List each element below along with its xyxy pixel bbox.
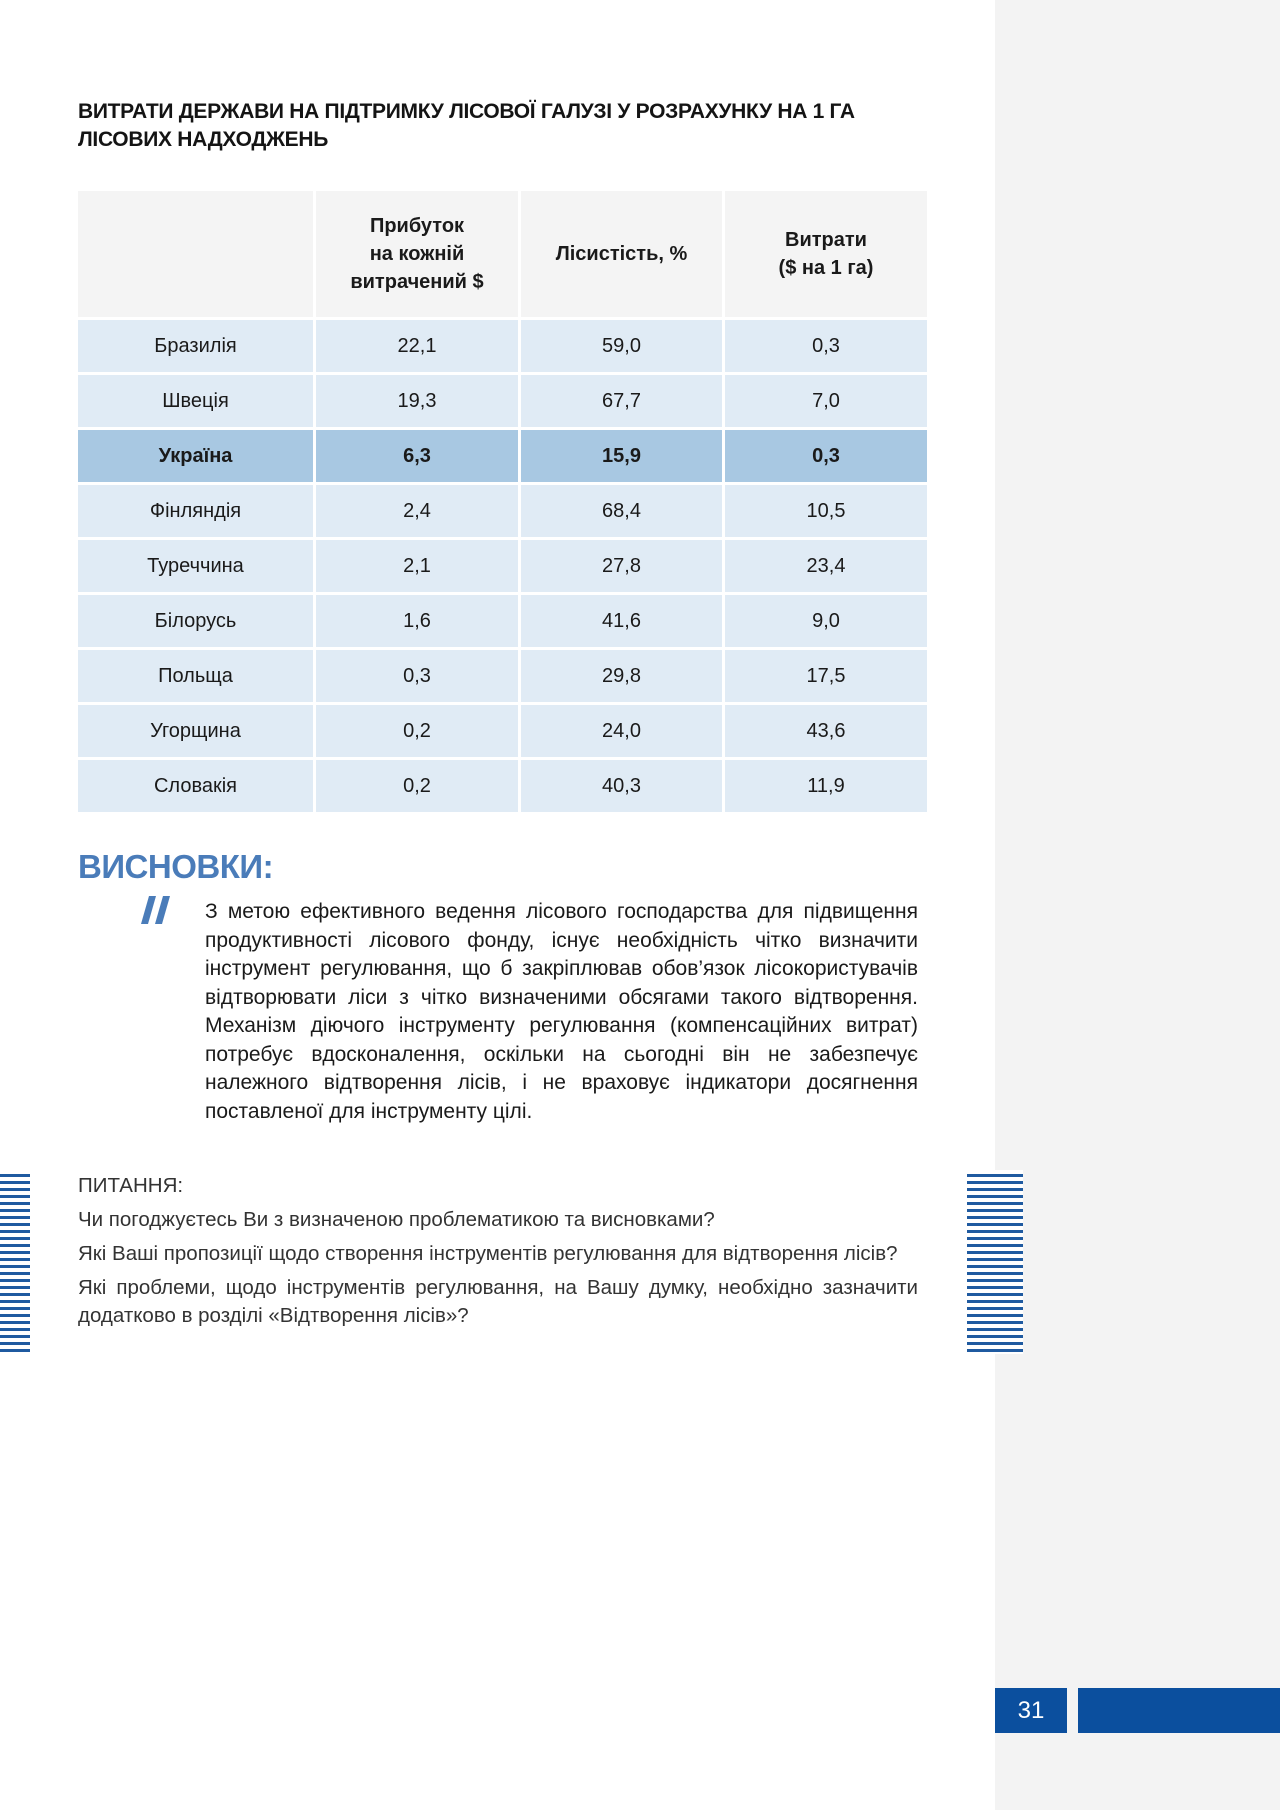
quote-slashes-icon: [140, 896, 174, 926]
table-row: [78, 430, 927, 482]
question-item: Які проблеми, щодо інструментів регулювання, на Вашу думку, необхідно зазначити додатково в розділі «Відтворення лісів»?: [78, 1276, 918, 1327]
conclusion-paragraph: З метою ефективного ведення лісового господарства для підвищення продуктивності лісового фонду, існує необхідність чітко визначити інструмент регулювання, що б закріплював обов’язок лісокористувачів відтворювати ліси з чітко визначеними обсягами такого відтворення. Механізм діючого інструменту регулювання (компенсаційних витрат) потребує вдосконалення, оскільки на сьогодні він не забезпечує належного відтворення лісів, і не враховує індикатори досягнення поставленої для інструменту цілі.: [205, 900, 918, 1123]
table-row: [78, 485, 927, 537]
cell-forest-cover: 15,9: [521, 430, 722, 482]
cell-forest-cover: 27,8: [521, 540, 722, 592]
table-row: [78, 760, 927, 812]
question-item: Чи погоджуєтесь Ви з визначеною проблематикою та висновками?: [78, 1208, 715, 1231]
table-row: [78, 375, 927, 427]
cell-profit: 22,1: [316, 320, 518, 372]
table-row: [78, 705, 927, 757]
cell-profit: 6,3: [316, 430, 518, 482]
cell-forest-cover: 41,6: [521, 595, 722, 647]
cell-forest-cover: 59,0: [521, 320, 722, 372]
cell-forest-cover: 29,8: [521, 650, 722, 702]
cell-profit: 2,4: [316, 485, 518, 537]
cell-forest-cover: 24,0: [521, 705, 722, 757]
table-body: [78, 320, 927, 812]
questions-section: [78, 1172, 918, 1336]
cell-cost: 23,4: [725, 540, 927, 592]
header-cell-forest-cover: Лісистість, %: [521, 191, 722, 317]
cell-country: Швеція: [78, 375, 313, 427]
forestry-spending-table: [75, 188, 930, 815]
cell-profit: 2,1: [316, 540, 518, 592]
cell-country: Білорусь: [78, 595, 313, 647]
cell-cost: 0,3: [725, 430, 927, 482]
questions-label: ПИТАННЯ:: [78, 1174, 184, 1197]
cell-country: Фінляндія: [78, 485, 313, 537]
cell-country: Словакія: [78, 760, 313, 812]
cell-cost: 0,3: [725, 320, 927, 372]
decorative-stripes-left: [0, 1170, 30, 1354]
cell-country: Бразилія: [78, 320, 313, 372]
page-number: 31: [995, 1688, 1067, 1733]
cell-country: Україна: [78, 430, 313, 482]
page-footer-bar: [1078, 1688, 1280, 1733]
table-header-row: [78, 191, 927, 317]
decorative-stripes-right: [967, 1170, 1023, 1354]
table-row: [78, 595, 927, 647]
header-cell-cost: Витрати ($ на 1 га): [725, 191, 927, 317]
table-row: [78, 650, 927, 702]
cell-cost: 17,5: [725, 650, 927, 702]
header-cell-country: [78, 191, 313, 317]
cell-profit: 1,6: [316, 595, 518, 647]
cell-profit: 0,2: [316, 705, 518, 757]
cell-country: Угорщина: [78, 705, 313, 757]
cell-cost: 43,6: [725, 705, 927, 757]
cell-profit: 19,3: [316, 375, 518, 427]
table-title: ВИТРАТИ ДЕРЖАВИ НА ПІДТРИМКУ ЛІСОВОЇ ГАЛУЗІ У РОЗРАХУНКУ НА 1 ГА ЛІСОВИХ НАДХОДЖЕНЬ: [78, 100, 855, 151]
cell-forest-cover: 68,4: [521, 485, 722, 537]
cell-profit: 0,3: [316, 650, 518, 702]
cell-cost: 10,5: [725, 485, 927, 537]
cell-forest-cover: 67,7: [521, 375, 722, 427]
table-row: [78, 320, 927, 372]
cell-country: Туреччина: [78, 540, 313, 592]
cell-forest-cover: 40,3: [521, 760, 722, 812]
cell-profit: 0,2: [316, 760, 518, 812]
conclusions-heading: ВИСНОВКИ:: [78, 848, 274, 885]
header-cell-profit: Прибуток на кожній витрачений $: [316, 191, 518, 317]
cell-cost: 9,0: [725, 595, 927, 647]
page-margin-sidebar: [995, 0, 1280, 1810]
cell-cost: 11,9: [725, 760, 927, 812]
question-item: Які Ваші пропозиції щодо створення інструментів регулювання для відтворення лісів?: [78, 1242, 898, 1265]
table-row: [78, 540, 927, 592]
cell-cost: 7,0: [725, 375, 927, 427]
cell-country: Польща: [78, 650, 313, 702]
